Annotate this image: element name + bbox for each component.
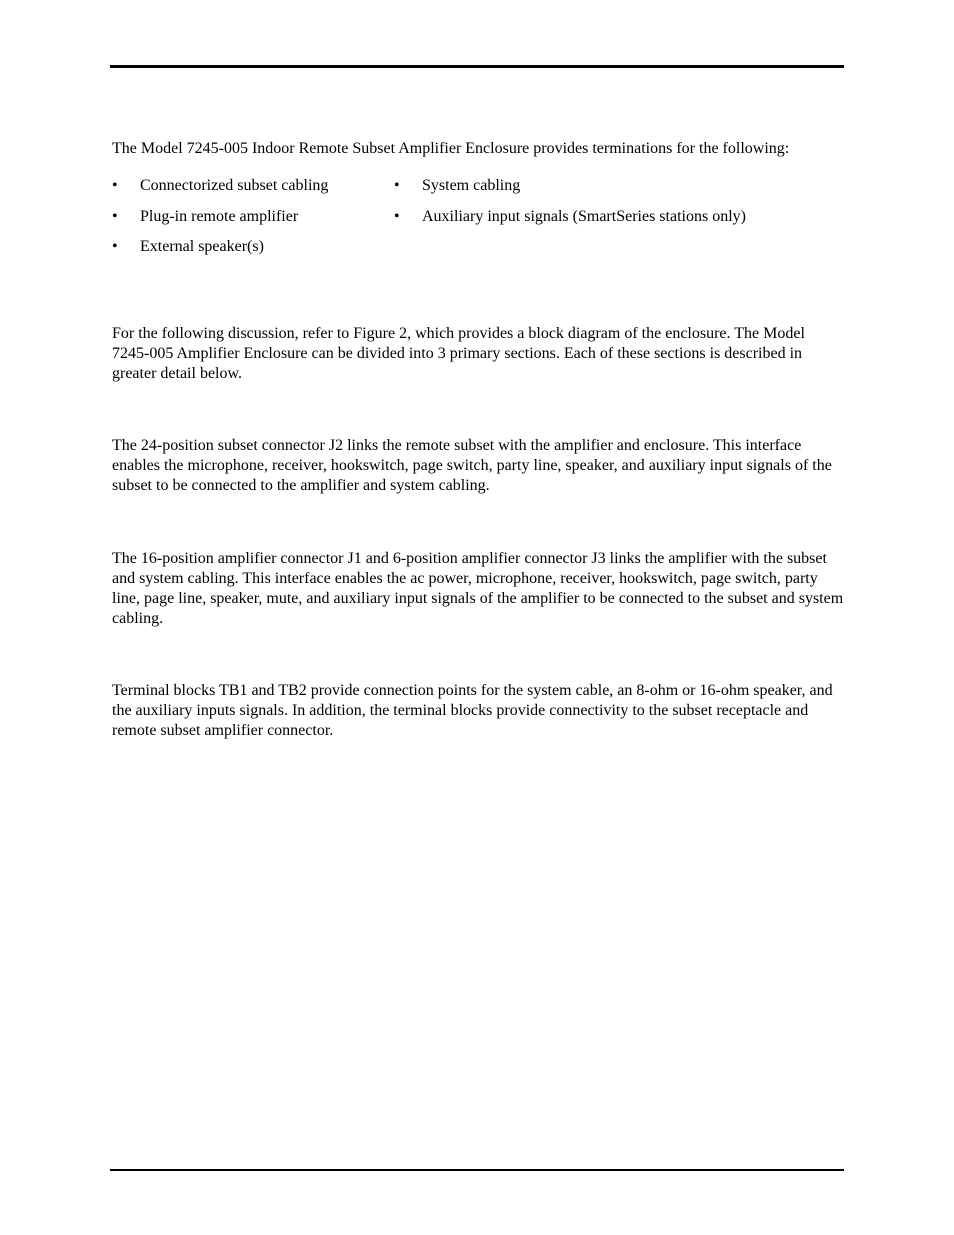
intro-paragraph: The Model 7245-005 Indoor Remote Subset Amplifier Enclosure provides terminations for the following: — [112, 140, 790, 157]
list-item-label: Connectorized subset cabling — [140, 177, 329, 194]
list-item — [112, 176, 328, 207]
overview-paragraph: For the following discussion, refer to Figure 2, which provides a block diagram of the enclosure. The Model 7245-005 Amplifier Enclosure can be divided into 3 primary sections. Each of these sections is described in greater detail below. — [112, 325, 805, 382]
bullet-icon: • — [112, 207, 118, 225]
list-item-label: System cabling — [422, 177, 521, 194]
bullet-icon: • — [112, 238, 118, 255]
subset-interface-paragraph: The 24-position subset connector J2 links the remote subset with the amplifier and enclosure. This interface enables the microphone, receiver, hookswitch, page switch, party line, speaker, and auxiliary input signals of the subset to be connected to the amplifier and system cabling. — [112, 437, 832, 494]
amplifier-interface-paragraph: The 16-position amplifier connector J1 and 6-position amplifier connector J3 links the amplifier with the subset and system cabling. This interface enables the ac power, microphone, receiver, hookswitch, page switch, party line, page line, speaker, mute, and auxiliary input signals of the amplifier to be connected to the subset and system cabling. — [112, 550, 844, 627]
terminations-list-right — [394, 176, 746, 237]
list-item — [112, 237, 328, 268]
list-item — [394, 176, 746, 207]
terminal-blocks-paragraph: Terminal blocks TB1 and TB2 provide connection points for the system cable, an 8-ohm or 16-ohm speaker, and the auxiliary inputs signals. In addition, the terminal blocks provide connectivity to the subset receptacle and remote subset amplifier connector. — [112, 682, 833, 739]
list-item — [112, 207, 328, 238]
bullet-icon: • — [394, 207, 400, 225]
list-item-label: External speaker(s) — [140, 238, 264, 255]
terminations-list-left — [112, 176, 328, 268]
list-item-label: Plug-in remote amplifier — [140, 207, 299, 225]
bullet-icon: • — [112, 177, 118, 194]
header-rule — [110, 65, 844, 68]
bullet-icon: • — [394, 177, 400, 194]
footer-rule — [110, 1169, 844, 1171]
list-item-label: Auxiliary input signals (SmartSeries stations only) — [422, 207, 746, 225]
list-item — [394, 207, 746, 238]
